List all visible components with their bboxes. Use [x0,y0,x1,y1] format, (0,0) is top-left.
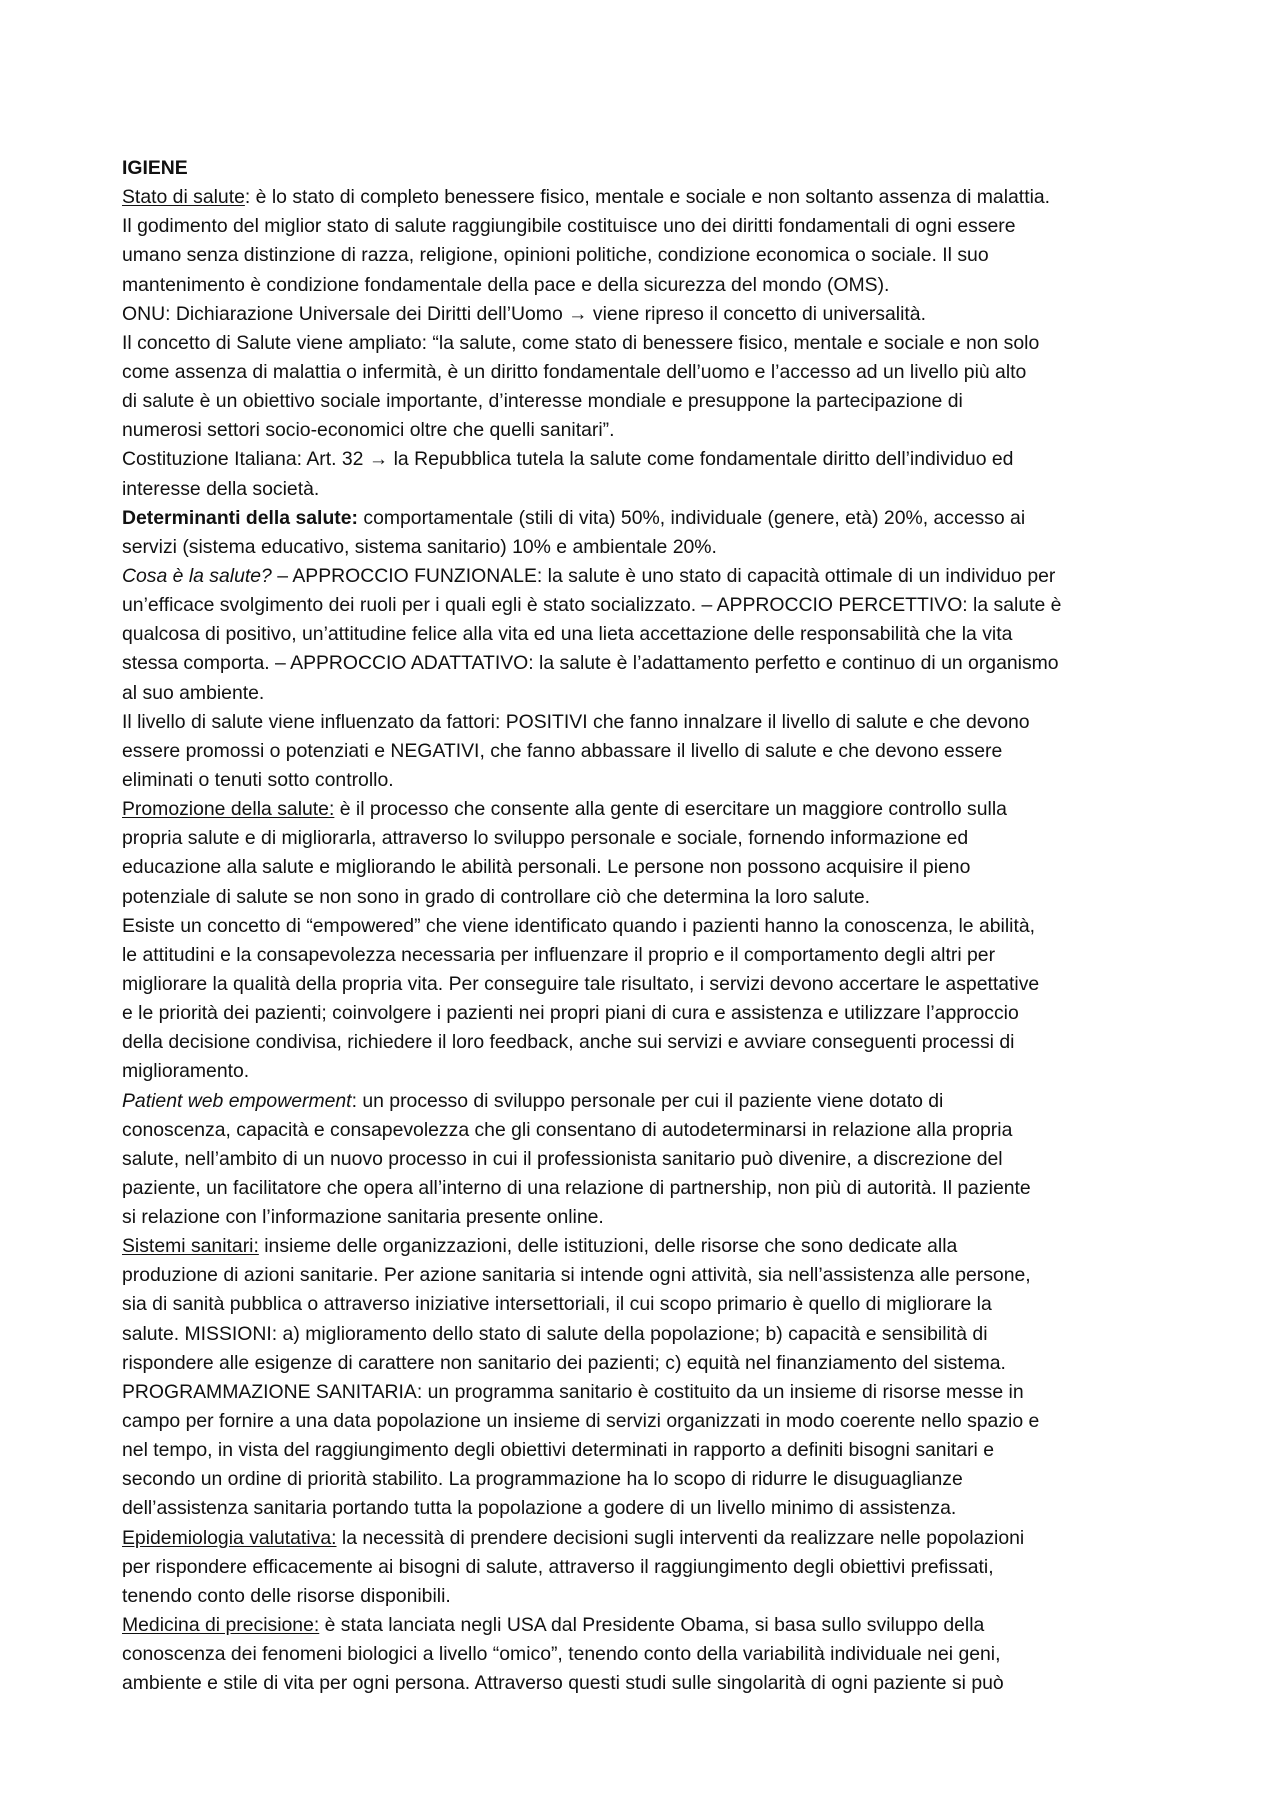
text-segment: potenziale di salute se non sono in grado di controllare ciò che determina la loro salute. [122,885,871,908]
text-line [122,1611,1162,1640]
text-segment: conoscenza, capacità e consapevolezza che gli consentano di autodeterminarsi in relazione alla propria [122,1118,1013,1141]
text-line [122,1028,1162,1057]
text-segment: campo per fornire a una data popolazione un insieme di servizi organizzati in modo coerente nello spazio e [122,1410,1040,1433]
text-line [122,1232,1162,1261]
text-line [122,824,1162,853]
text-line [122,1349,1162,1378]
text-segment: sia di sanità pubblica o attraverso iniziative intersettoriali, il cui scopo primario è quello di migliorare la [122,1293,992,1316]
text-line [122,1290,1162,1319]
text-segment: essere promossi o potenziati e NEGATIVI, che fanno abbassare il livello di salute e che devono essere [122,739,1003,762]
text-segment: stessa comporta. – APPROCCIO ADATTATIVO: la salute è l’adattamento perfetto e continuo di un organismo [122,652,1059,675]
text-segment: comportamentale (stili di vita) 50%, individuale (genere, età) 20%, accesso ai [357,506,1026,529]
text-segment: nel tempo, in vista del raggiungimento degli obiettivi determinati in rapporto a definiti bisogni sanitari e [122,1439,995,1462]
section-heading: Promozione della salute: [122,798,335,821]
text-segment: educazione alla salute e migliorando le abilità personali. Le persone non possono acquisire il pieno [122,856,971,879]
text-segment: interesse della società. [122,477,320,500]
text-segment: numerosi settori socio-economici oltre che quelli sanitari”. [122,419,615,442]
text-segment: Il godimento del miglior stato di salute raggiungibile costituisce uno dei diritti fondamentali di ogni essere [122,215,1016,238]
text-segment: per rispondere efficacemente ai bisogni di salute, attraverso il raggiungimento degli obiettivi prefissati, [122,1555,994,1578]
text-segment: Il livello di salute viene influenzato da fattori: POSITIVI che fanno innalzare il livello di salute e che devono [122,710,1030,733]
section-heading: Medicina di precisione: [122,1614,320,1637]
text-line [122,416,1162,445]
arrow-right-icon: → [568,302,588,325]
text-line [122,795,1162,824]
section-heading: Epidemiologia valutativa: [122,1526,337,1549]
text-line [122,766,1162,795]
text-line [122,271,1162,300]
text-segment: la necessità di prendere decisioni sugli interventi da realizzare nelle popolazioni [336,1526,1025,1549]
text-line [122,999,1162,1028]
text-line [122,1087,1162,1116]
text-segment: secondo un ordine di priorità stabilito. La programmazione ha lo scopo di ridurre le disuguaglianze [122,1468,963,1491]
text-line [122,183,1162,212]
document-page [122,154,1162,1698]
text-segment: tenendo conto delle risorse disponibili. [122,1584,451,1607]
text-line [122,387,1162,416]
text-line [122,649,1162,678]
text-line [122,1174,1162,1203]
text-line [122,1407,1162,1436]
text-segment: ambiente e stile di vita per ogni persona. Attraverso questi studi sulle singolarità di ogni paziente si può [122,1672,1004,1695]
text-segment: servizi (sistema educativo, sistema sanitario) 10% e ambientale 20%. [122,535,717,558]
text-line [122,941,1162,970]
text-line [122,912,1162,941]
text-line [122,1465,1162,1494]
arrow-right-icon: → [368,448,389,471]
text-line [122,1320,1162,1349]
text-segment: come assenza di malattia o infermità, è un diritto fondamentale dell’uomo e l’accesso ad un livello più alto [122,360,1027,383]
text-line [122,329,1162,358]
section-heading: Sistemi sanitari: [122,1235,259,1258]
section-heading: Stato di salute [122,186,245,209]
text-segment: insieme delle organizzazioni, delle istituzioni, delle risorse che sono dedicate alla [258,1235,958,1258]
text-segment: migliorare la qualità della propria vita. Per conseguire tale risultato, i servizi devono accertare le aspettative [122,972,1040,995]
text-line [122,533,1162,562]
text-segment: paziente, un facilitatore che opera all’interno di una relazione di partnership, non più di autorità. Il paziente [122,1176,1031,1199]
text-segment: dell’assistenza sanitaria portando tutta la popolazione a godere di un livello minimo di assistenza. [122,1497,957,1520]
text-line [122,1261,1162,1290]
text-line [122,1640,1162,1669]
text-segment: la Repubblica tutela la salute come fondamentale diritto dell’individuo ed [388,448,1014,471]
text-segment: è stata lanciata negli USA dal Presidente Obama, si basa sullo sviluppo della [319,1614,985,1637]
text-segment: – APPROCCIO FUNZIONALE: la salute è uno stato di capacità ottimale di un individuo per [271,564,1056,587]
bold-term: Determinanti della salute: [122,506,358,529]
text-line [122,1436,1162,1465]
text-line [122,1494,1162,1523]
text-line [122,212,1162,241]
text-line [122,1203,1162,1232]
text-segment: qualcosa di positivo, un’attitudine felice alla vita ed una lieta accettazione delle responsabilità che la vita [122,623,1013,646]
text-line [122,1057,1162,1086]
text-line [122,300,1162,329]
text-line [122,241,1162,270]
text-segment: Costituzione Italiana: Art. 32 [122,448,369,471]
text-segment: salute. MISSIONI: a) miglioramento dello stato di salute della popolazione; b) capacità e sensibilità di [122,1322,988,1345]
text-segment: : è lo stato di completo benessere fisico, mentale e sociale e non soltanto assenza di malattia. [244,186,1051,209]
text-segment: mantenimento è condizione fondamentale della pace e della sicurezza del mondo (OMS). [122,273,890,296]
text-line [122,562,1162,591]
text-line [122,1553,1162,1582]
text-segment: Esiste un concetto di “empowered” che viene identificato quando i pazienti hanno la conoscenza, le abilità, [122,914,1036,937]
text-segment: di salute è un obiettivo sociale importante, d’interesse mondiale e presuppone la partecipazione di [122,390,963,413]
text-segment: Il concetto di Salute viene ampliato: “la salute, come stato di benessere fisico, mentale e sociale e non solo [122,331,1040,354]
text-line [122,1378,1162,1407]
text-line [122,358,1162,387]
text-segment: al suo ambiente. [122,681,265,704]
text-segment: umano senza distinzione di razza, religione, opinioni politiche, condizione economica o sociale. Il suo [122,244,989,267]
document-body [122,183,1162,1698]
text-segment: rispondere alle esigenze di carattere non sanitario dei pazienti; c) equità nel finanziamento del sistema. [122,1351,1006,1374]
text-segment: conoscenza dei fenomeni biologici a livello “omico”, tenendo conto della variabilità individuale nei geni, [122,1643,1001,1666]
text-line [122,708,1162,737]
text-segment: eliminati o tenuti sotto controllo. [122,768,394,791]
text-line [122,591,1162,620]
text-segment: della decisione condivisa, richiedere il loro feedback, anche sui servizi e avviare conseguenti processi di [122,1031,1015,1054]
text-line [122,853,1162,882]
text-segment: viene ripreso il concetto di universalità. [587,302,926,325]
text-segment: produzione di azioni sanitarie. Per azione sanitaria si intende ogni attività, sia nell’assistenza alle persone, [122,1264,1031,1287]
italic-term: Cosa è la salute? [122,564,272,587]
text-segment: PROGRAMMAZIONE SANITARIA: un programma sanitario è costituito da un insieme di risorse messe in [122,1380,1024,1403]
text-segment: un’efficace svolgimento dei ruoli per i quali egli è stato socializzato. – APPROCCIO PERCETTIVO: la salute è [122,594,1062,617]
text-line [122,1669,1162,1698]
text-segment: : un processo di sviluppo personale per cui il paziente viene dotato di [351,1089,944,1112]
text-segment: salute, nell’ambito di un nuovo processo in cui il professionista sanitario può divenire, a discrezione del [122,1147,1003,1170]
text-segment: ONU: Dichiarazione Universale dei Diritti dell’Uomo [122,302,569,325]
text-line [122,1582,1162,1611]
text-line [122,445,1162,474]
text-line [122,475,1162,504]
text-line [122,1145,1162,1174]
text-segment: si relazione con l’informazione sanitaria presente online. [122,1206,604,1229]
italic-term: Patient web empowerment [122,1089,352,1112]
text-line [122,883,1162,912]
text-line [122,620,1162,649]
text-line [122,679,1162,708]
text-segment: è il processo che consente alla gente di esercitare un maggiore controllo sulla [334,798,1007,821]
document-title: IGIENE [122,157,188,179]
text-line [122,970,1162,999]
text-segment: propria salute e di migliorarla, attraverso lo sviluppo personale e sociale, fornendo informazione ed [122,827,969,850]
text-segment: miglioramento. [122,1060,250,1083]
text-segment: le attitudini e la consapevolezza necessaria per influenzare il proprio e il comportamento degli altri per [122,943,996,966]
text-line [122,737,1162,766]
text-line [122,1524,1162,1553]
text-line [122,504,1162,533]
text-line [122,1116,1162,1145]
text-segment: e le priorità dei pazienti; coinvolgere i pazienti nei propri piani di cura e assistenza e utilizzare l’approccio [122,1002,1019,1025]
